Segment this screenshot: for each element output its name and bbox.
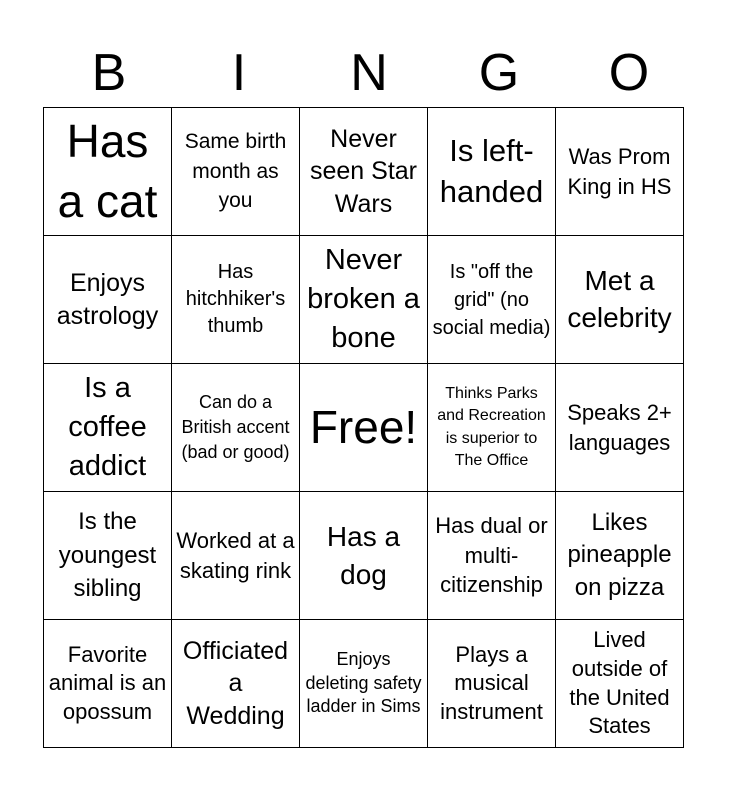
- bingo-cell[interactable]: [44, 108, 172, 236]
- bingo-cell[interactable]: [300, 364, 428, 492]
- bingo-cell[interactable]: [44, 236, 172, 364]
- bingo-cell[interactable]: [44, 620, 172, 748]
- bingo-cell[interactable]: [300, 620, 428, 748]
- cell-text: Speaks 2+ languages: [567, 399, 672, 455]
- board-row: [44, 364, 684, 492]
- bingo-cell[interactable]: [172, 364, 300, 492]
- bingo-cell[interactable]: [300, 492, 428, 620]
- bingo-cell[interactable]: [556, 108, 684, 236]
- bingo-cell[interactable]: [428, 492, 556, 620]
- cell-text: Is "off the grid" (no social media): [432, 260, 551, 339]
- board-row: [44, 620, 684, 748]
- bingo-cell[interactable]: [172, 620, 300, 748]
- bingo-cell[interactable]: [44, 492, 172, 620]
- header-letter-i: I: [231, 44, 247, 102]
- cell-text: Never seen Star Wars: [309, 124, 417, 218]
- cell-text: Never broken a bone: [307, 243, 420, 355]
- bingo-cell[interactable]: [172, 108, 300, 236]
- header-letter-n: N: [350, 44, 388, 102]
- cell-text: Lived outside of the United States: [569, 627, 670, 739]
- cell-text: Has hitchhiker's thumb: [185, 261, 286, 337]
- board-row: [44, 108, 684, 236]
- bingo-cell[interactable]: [428, 236, 556, 364]
- cell-text: Has a cat: [57, 114, 158, 227]
- bingo-cell[interactable]: [556, 492, 684, 620]
- cell-text: Was Prom King in HS: [567, 143, 672, 199]
- header-letter-b: B: [91, 44, 127, 102]
- bingo-cell[interactable]: [172, 236, 300, 364]
- board-row: [44, 492, 684, 620]
- bingo-cell[interactable]: [556, 620, 684, 748]
- cell-text: Can do a British accent (bad or good): [181, 391, 290, 463]
- cell-text: Met a celebrity: [567, 265, 672, 333]
- bingo-cell[interactable]: [428, 108, 556, 236]
- header-letter-o: O: [608, 44, 650, 102]
- cell-text: Thinks Parks and Recreation is superior to The Office: [437, 384, 546, 469]
- cell-text: Enjoys deleting safety ladder in Sims: [305, 649, 422, 717]
- cell-text: Has a dog: [326, 520, 401, 590]
- cell-text: Is the youngest sibling: [58, 508, 157, 603]
- cell-text: Worked at a skating rink: [176, 527, 295, 583]
- free-space: Free!: [309, 400, 418, 453]
- bingo-cell[interactable]: [300, 108, 428, 236]
- bingo-cell[interactable]: [556, 364, 684, 492]
- bingo-cell[interactable]: [556, 236, 684, 364]
- cell-text: Is left-handed: [439, 133, 544, 209]
- cell-text: Enjoys astrology: [56, 269, 159, 330]
- bingo-cell[interactable]: [428, 364, 556, 492]
- bingo-board: [43, 107, 684, 748]
- bingo-cell[interactable]: [428, 620, 556, 748]
- cell-text: Same birth month as you: [184, 130, 287, 213]
- board-row: [44, 236, 684, 364]
- cell-text: Likes pineapple on pizza: [567, 508, 672, 601]
- cell-text: Plays a musical instrument: [440, 641, 543, 724]
- bingo-header: [44, 40, 694, 106]
- cell-text: Has dual or multi-citizenship: [435, 512, 548, 598]
- header-letter-g: G: [478, 44, 520, 102]
- cell-text: Officiated a Wedding: [182, 636, 289, 730]
- bingo-cell[interactable]: [300, 236, 428, 364]
- bingo-cell[interactable]: [44, 364, 172, 492]
- cell-text: Favorite animal is an opossum: [48, 641, 167, 724]
- cell-text: Is a coffee addict: [68, 371, 147, 483]
- bingo-cell[interactable]: [172, 492, 300, 620]
